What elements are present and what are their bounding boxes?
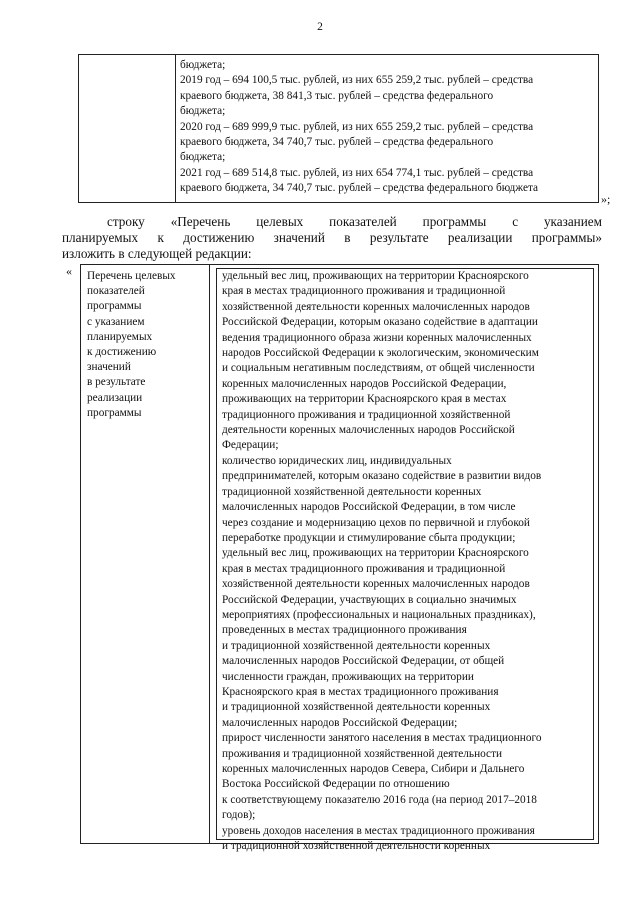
closing-quote-mark: »; <box>601 192 611 206</box>
indicator-line: проживающих на территории Красноярского края в местах <box>222 393 507 406</box>
indicator-line: уровень доходов населения в местах традиционного проживания <box>222 824 535 837</box>
indicator-line: малочисленных народов Российской Федерации; <box>222 716 458 729</box>
indicator-line: и социальным негативным последствиям, от общей численности <box>222 362 535 375</box>
budget-line: 2020 год – 689 999,9 тыс. рублей, из них 655 259,2 тыс. рублей – средства <box>180 120 534 133</box>
label-line: программы <box>87 300 142 313</box>
indicator-line: проживания и традиционной хозяйственной деятельности <box>222 747 503 760</box>
indicator-line: численности граждан, проживающих на территории <box>222 670 474 683</box>
indicator-line: коренных малочисленных народов Российской Федерации, <box>222 377 507 390</box>
budget-line: краевого бюджета, 38 841,3 тыс. рублей – средства федерального <box>180 89 494 102</box>
indicators-value-cell <box>210 265 599 853</box>
indicator-line: удельный вес лиц, проживающих на территории Красноярского <box>222 270 529 282</box>
indicator-line: Красноярского края в местах традиционного проживания <box>222 685 499 698</box>
budget-line: бюджета; <box>180 59 226 71</box>
indicator-line: ведения традиционного образа жизни коренных малочисленных <box>222 331 532 344</box>
indicator-line: Российской Федерации, которым оказано содействие в адаптации <box>222 316 538 329</box>
indicator-line: края в местах традиционного проживания и традиционной <box>222 562 506 575</box>
amendment-paragraph <box>62 214 602 262</box>
budget-continuation-table <box>78 54 599 203</box>
label-line: значений <box>87 361 131 374</box>
budget-line: бюджета; <box>180 105 226 118</box>
budget-line: краевого бюджета, 34 740,7 тыс. рублей – средства федерального <box>180 136 494 149</box>
indicator-line: количество юридических лиц, индивидуальных <box>222 454 452 467</box>
label-line: с указанием <box>87 315 145 328</box>
indicator-line: предпринимателей, которым оказано содействие в развитии видов <box>222 470 542 483</box>
label-line: программы <box>87 406 142 419</box>
label-line: показателей <box>87 285 145 298</box>
budget-line: 2021 год – 689 514,8 тыс. рублей, из них 654 774,1 тыс. рублей – средства <box>180 166 534 179</box>
indicators-label-cell <box>81 265 210 844</box>
indicator-line: к соответствующему показателю 2016 года (на период 2017–2018 <box>222 793 537 806</box>
indicator-line: традиционного проживания и традиционной хозяйственной <box>222 408 511 421</box>
indicator-line: деятельности коренных малочисленных народов Российской <box>222 424 515 437</box>
indicators-table <box>80 264 599 853</box>
indicator-line: и традиционной хозяйственной деятельности коренных <box>222 840 491 853</box>
empty-label-cell <box>79 55 176 203</box>
label-line: реализации <box>87 391 143 404</box>
label-line: в результате <box>87 376 146 389</box>
indicator-line: коренных малочисленных народов Севера, Сибири и Дальнего <box>222 763 525 775</box>
paragraph-line: планируемых к достижению значений в результате реализации программы» <box>62 230 602 245</box>
indicator-line: Востока Российской Федерации по отношению <box>222 778 450 791</box>
indicator-line: переработке продукции и стимулирование сбыта продукции; <box>222 531 516 544</box>
budget-line: краевого бюджета, 34 740,7 тыс. рублей – средства федерального бюджета <box>180 182 539 195</box>
indicator-line: годов); <box>222 809 256 822</box>
label-line: к достижению <box>87 346 157 359</box>
indicator-line: мероприятиях (профессиональных и национальных праздниках), <box>222 608 536 621</box>
paragraph-line: строку «Перечень целевых показателей программы с указанием <box>107 214 602 229</box>
indicator-line: Российской Федерации, участвующих в социально значимых <box>222 593 517 606</box>
indicator-line: и традиционной хозяйственной деятельности коренных <box>222 701 491 714</box>
indicator-line: малочисленных народов Российской Федерации, от общей <box>222 655 505 668</box>
indicator-line: края в местах традиционного проживания и традиционной <box>222 285 506 298</box>
indicator-line: удельный вес лиц, проживающих на территории Красноярского <box>222 547 529 560</box>
label-line: планируемых <box>87 330 153 343</box>
indicator-line: традиционной хозяйственной деятельности коренных <box>222 485 482 498</box>
indicators-text-frame <box>216 268 594 853</box>
page-number: 2 <box>317 21 323 33</box>
paragraph-line: изложить в следующей редакции: <box>62 246 252 261</box>
budget-line: бюджета; <box>180 151 226 164</box>
indicator-line: народов Российской Федерации к экологическим, экономическим <box>222 347 539 360</box>
budget-text-cell <box>176 55 599 203</box>
indicator-line: и традиционной хозяйственной деятельности коренных <box>222 639 491 652</box>
budget-line: 2019 год – 694 100,5 тыс. рублей, из них 655 259,2 тыс. рублей – средства <box>180 74 534 87</box>
label-line: Перечень целевых <box>87 270 176 282</box>
opening-quote-mark: « <box>66 264 72 278</box>
indicator-line: проведенных в местах традиционного проживания <box>222 624 467 637</box>
indicator-line: хозяйственной деятельности коренных малочисленных народов <box>222 578 530 591</box>
indicator-line: прирост численности занятого населения в местах традиционного <box>222 732 542 745</box>
indicator-line: хозяйственной деятельности коренных малочисленных народов <box>222 300 530 313</box>
indicator-line: Федерации; <box>222 439 279 452</box>
indicator-line: малочисленных народов Российской Федерации, в том числе <box>222 501 516 514</box>
indicator-line: через создание и модернизацию цехов по первичной и глубокой <box>222 516 530 529</box>
